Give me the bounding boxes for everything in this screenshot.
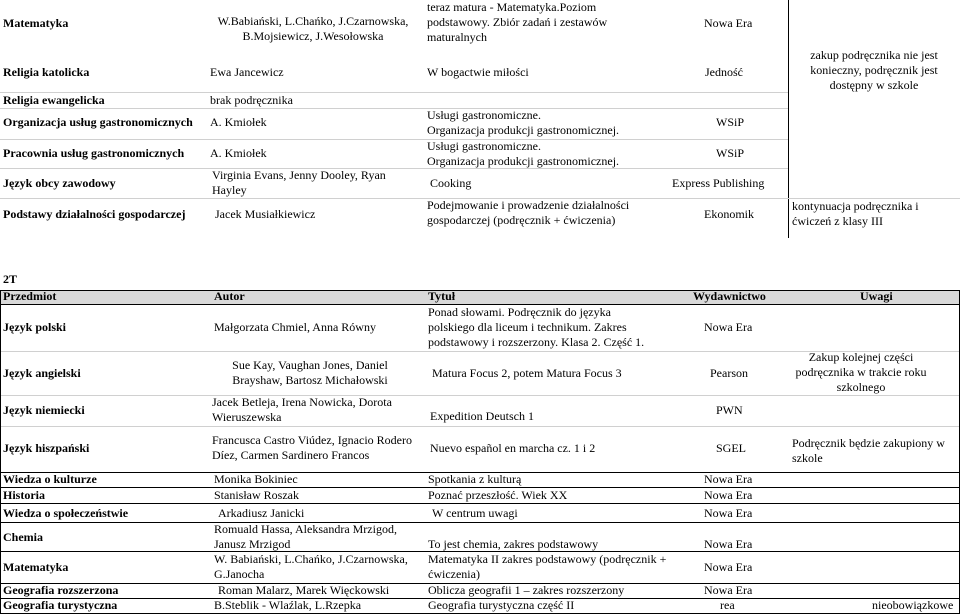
subject-cell: Religia ewangelicka [3,93,105,107]
title-cell: Geografia turystyczna część II [428,598,575,612]
header-subject: Przedmiot [3,289,57,303]
author-cell: Ewa Jancewicz [210,65,284,79]
author-cell: Francusca Castro Viúdez, Ignacio Rodero Díez, Carmen Sardinero Francos [212,433,412,462]
publisher-cell: Pearson [710,366,748,380]
publisher-cell: Nowa Era [704,560,753,574]
subject-cell: Historia [3,488,45,502]
title-cell: Ponad słowami. Podręcznik do języka polskiego dla liceum i technikum. Zakres podstawowy i rozszerzony. Klasa 2. Część 1. [428,305,645,349]
publisher-cell: Ekonomik [704,207,754,221]
publisher-cell: Nowa Era [704,506,753,520]
notes-cell: zakup podręcznika nie jest konieczny, podręcznik jest dostępny w szkole [810,48,938,92]
author-cell: Sue Kay, Vaughan Jones, Daniel Brayshaw, Bartosz Michałowski [232,358,388,387]
subject-cell: Język hiszpański [3,441,90,455]
subject-cell: Geografia rozszerzona [3,583,119,597]
author-cell: Romuald Hassa, Aleksandra Mrzigod, Janusz Mrzigod [214,522,397,551]
title-cell: Nuevo español en marcha cz. 1 i 2 [430,441,596,455]
title-cell: Podejmowanie i prowadzenie działalności gospodarczej (podręcznik + ćwiczenia) [427,198,630,227]
publisher-cell: Nowa Era [704,472,753,486]
title-cell: Usługi gastronomiczne. [427,139,541,153]
author-cell: Stanisław Roszak [214,488,299,502]
title-cell: Organizacja produkcji gastronomicznej. [427,123,620,137]
author-cell: Jacek Musiałkiewicz [215,207,316,221]
publisher-cell: Express Publishing [672,176,765,190]
publisher-cell: Nowa Era [704,320,753,334]
title-cell: Matematyka II zakres podstawowy (podręcznik + ćwiczenia) [428,552,667,581]
author-cell: Małgorzata Chmiel, Anna Równy [214,320,376,334]
notes-cell: Podręcznik będzie zakupiony w szkole [792,436,945,465]
header-title: Tytuł [428,289,456,303]
subject-cell: Geografia turystyczna [3,598,118,612]
author-cell: Monika Bokiniec [214,472,298,486]
publisher-cell: Nowa Era [704,583,753,597]
notes-cell: nieobowiązkowe [872,598,954,612]
title-cell: Oblicza geografii 1 – zakres rozszerzony [428,583,625,597]
author-cell: Arkadiusz Janicki [218,506,305,520]
publisher-cell: WSiP [716,146,745,160]
notes-cell: kontynuacja podręcznika i ćwiczeń z klasy III [792,199,919,228]
subject-cell: Pracownia usług gastronomicznych [3,146,185,160]
author-cell: brak podręcznika [210,93,293,107]
notes-cell: Zakup kolejnej części podręcznika w trakcie roku szkolnego [795,350,927,394]
subject-cell: Wiedza o społeczeństwie [3,506,129,520]
title-cell: Matura Focus 2, potem Matura Focus 3 [432,366,622,380]
subject-cell: Wiedza o kulturze [3,472,97,486]
subject-cell: Język polski [3,320,67,334]
publisher-cell: Nowa Era [704,488,753,502]
subject-cell: Język obcy zawodowy [3,176,116,190]
publisher-cell: rea [720,598,735,612]
header-publisher: Wydawnictwo [693,289,766,303]
title-cell: Spotkania z kulturą [428,472,522,486]
author-cell: W.Babiański, L.Chańko, J.Czarnowska, B.Mojsiewicz, J.Wesołowska [217,14,409,43]
table-header [0,290,960,304]
author-cell: A. Kmiołek [210,115,267,129]
title-cell: To jest chemia, zakres podstawowy [428,537,599,551]
subject-cell: Matematyka [3,560,69,574]
publisher-cell: Nowa Era [704,537,753,551]
title-cell: Organizacja produkcji gastronomicznej. [427,154,620,168]
title-cell: W bogactwie miłości [427,65,529,79]
header-author: Autor [214,289,245,303]
subject-cell: Organizacja usług gastronomicznych [3,115,193,129]
section-label: 2T [3,272,18,286]
author-cell: Jacek Betleja, Irena Nowicka, Dorota Wieruszewska [212,395,392,424]
publisher-cell: PWN [716,403,743,417]
title-cell: Poznać przeszłość. Wiek XX [428,488,568,502]
subject-cell: Podstawy działalności gospodarczej [3,207,186,221]
subject-cell: Religia katolicka [3,65,90,79]
publisher-cell: WSiP [716,115,745,129]
title-cell: Cooking [430,176,472,190]
subject-cell: Matematyka [3,16,69,30]
subject-cell: Język niemiecki [3,403,85,417]
publisher-cell: Jedność [705,65,743,79]
author-cell: Virginia Evans, Jenny Dooley, Ryan Hayley [212,168,386,197]
title-cell: Usługi gastronomiczne. [427,108,541,122]
publisher-cell: Nowa Era [704,16,753,30]
author-cell: A. Kmiołek [210,146,267,160]
title-cell: Expedition Deutsch 1 [430,409,534,423]
subject-cell: Język angielski [3,366,81,380]
title-cell: teraz matura - Matematyka.Poziom podstawowy. Zbiór zadań i zestawów maturalnych [427,0,608,44]
subject-cell: Chemia [3,530,43,544]
author-cell: B.Steblik - Wlaźlak, L.Rzepka [214,598,362,612]
author-cell: W. Babiański, L.Chańko, J.Czarnowska, G.Janocha [214,552,408,581]
author-cell: Roman Malarz, Marek Więckowski [218,583,390,597]
header-notes: Uwagi [860,289,893,303]
title-cell: W centrum uwagi [432,506,518,520]
publisher-cell: SGEL [716,441,746,455]
